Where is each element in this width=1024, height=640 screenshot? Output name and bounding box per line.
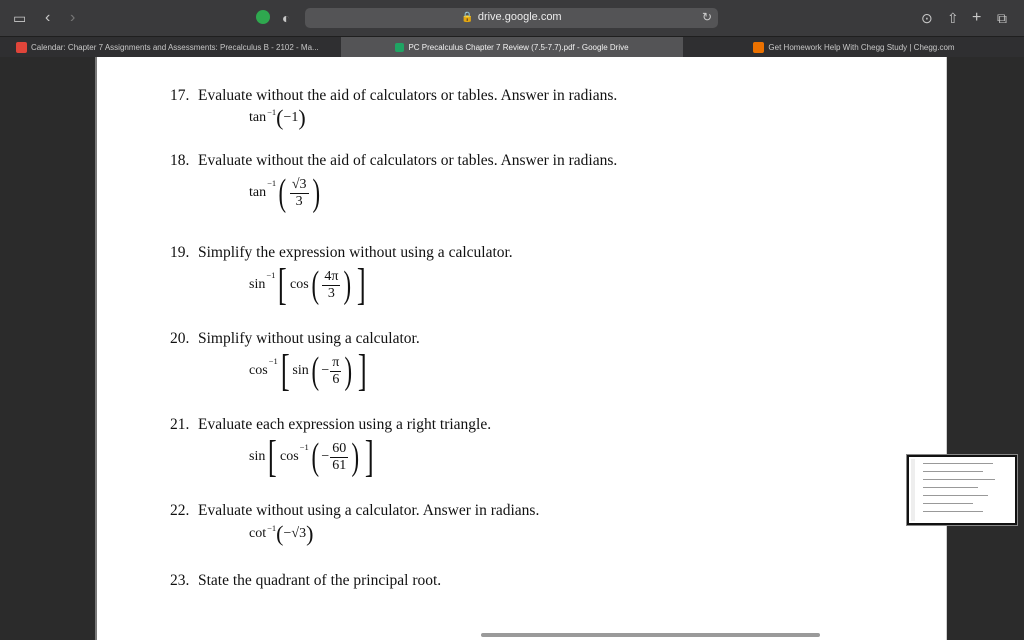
question-19 xyxy=(170,244,513,262)
expression-18: $\tan^{-1}$( $\frac{√3}{3}$ ) xyxy=(249,172,320,214)
download-icon[interactable]: ⊙ xyxy=(921,10,933,26)
chegg-favicon-icon xyxy=(753,42,764,53)
tab-chegg[interactable] xyxy=(684,37,1024,58)
inverse-exponent: −1 xyxy=(266,270,276,280)
question-number: 20. xyxy=(170,330,190,347)
question-22 xyxy=(170,502,539,520)
forward-icon[interactable]: › xyxy=(70,9,76,26)
page-edge xyxy=(946,57,947,640)
question-text: Simplify the expression without using a calculator. xyxy=(198,244,513,261)
page-thumbnail[interactable] xyxy=(907,455,1017,525)
tab-bar xyxy=(0,36,1024,58)
function-name: cos xyxy=(280,449,299,464)
expression-20: $\cos^{-1}$[ sin( − $\frac{\pi}{6}$ ) ] xyxy=(249,346,367,395)
sign: − xyxy=(321,449,330,464)
question-17 xyxy=(170,87,617,105)
calendar-favicon-icon xyxy=(16,42,27,53)
horizontal-scrollbar[interactable] xyxy=(481,633,820,637)
shield-icon[interactable]: ◐ xyxy=(282,10,291,26)
thumbnail-line xyxy=(923,495,988,496)
browser-toolbar xyxy=(0,0,1024,36)
tab-calendar[interactable] xyxy=(0,37,340,58)
function-name: sin xyxy=(249,277,266,292)
tab-label: Calendar: Chapter 7 Assignments and Assessments: Precalculus B - 2102 - Ma... xyxy=(31,43,319,52)
url-text: drive.google.com xyxy=(477,11,562,23)
thumbnail-line xyxy=(923,471,983,472)
lock-icon: 🔒 xyxy=(461,12,474,23)
tab-label: PC Precalculus Chapter 7 Review (7.5-7.7).pdf - Google Drive xyxy=(408,43,629,52)
function-name: tan xyxy=(249,185,267,200)
question-number: 18. xyxy=(170,152,190,169)
fraction: $\frac{60}{61}$ xyxy=(332,440,347,473)
tab-google-drive[interactable] xyxy=(341,37,683,58)
argument: −1 xyxy=(283,110,299,126)
function-name: tan xyxy=(249,110,267,126)
function-name: cot xyxy=(249,526,267,542)
function-name: sin xyxy=(292,363,309,378)
thumbnail-line xyxy=(923,511,983,512)
fraction: $\frac{4\pi}{3}$ xyxy=(324,268,339,301)
question-20 xyxy=(170,330,420,348)
question-21 xyxy=(170,416,491,434)
page-edge xyxy=(95,57,97,640)
function-name: cos xyxy=(290,277,309,292)
expression-19: $\sin^{-1}$[ cos( $\frac{4\pi}{3}$ ) ] xyxy=(249,260,366,309)
grammarly-icon[interactable] xyxy=(256,10,270,24)
back-icon[interactable]: ‹ xyxy=(45,9,51,26)
fraction: $\frac{√3}{3}$ xyxy=(291,176,307,209)
new-tab-icon[interactable]: + xyxy=(972,9,982,26)
question-number: 19. xyxy=(170,244,190,261)
function-name: sin xyxy=(249,449,266,464)
question-text: Evaluate without the aid of calculators or tables. Answer in radians. xyxy=(198,152,618,169)
question-text: Evaluate each expression using a right triangle. xyxy=(198,416,492,433)
pdf-page xyxy=(95,57,947,640)
thumbnail-line xyxy=(923,463,993,464)
inverse-exponent: −1 xyxy=(267,178,277,188)
question-text: State the quadrant of the principal root. xyxy=(198,572,442,589)
expression-17: $\tan^{-1}(-1)$ xyxy=(249,105,306,130)
sign: − xyxy=(321,363,330,378)
question-text: Simplify without using a calculator. xyxy=(198,330,420,347)
question-number: 22. xyxy=(170,502,190,519)
question-number: 21. xyxy=(170,416,190,433)
question-text: Evaluate without using a calculator. Answer in radians. xyxy=(198,502,540,519)
thumbnail-marker xyxy=(911,459,915,521)
drive-favicon-icon xyxy=(395,43,404,52)
inverse-exponent: −1 xyxy=(267,107,277,118)
sidebar-icon[interactable]: ▭ xyxy=(13,10,27,26)
expression-22: $\cot^{-1}(-√3)$ xyxy=(249,521,314,546)
inverse-exponent: −1 xyxy=(299,442,309,452)
question-text: Evaluate without the aid of calculators or tables. Answer in radians. xyxy=(198,87,618,104)
address-bar[interactable] xyxy=(305,8,718,28)
inverse-exponent: −1 xyxy=(267,523,277,534)
question-23 xyxy=(170,572,441,590)
fraction: $\frac{\pi}{6}$ xyxy=(332,354,340,387)
share-icon[interactable]: ⇧ xyxy=(947,10,959,26)
pdf-viewer[interactable] xyxy=(0,57,1024,640)
thumbnail-line xyxy=(923,503,973,504)
inverse-exponent: −1 xyxy=(268,356,278,366)
thumbnail-line xyxy=(923,479,995,480)
argument: −√3 xyxy=(283,526,307,542)
question-number: 17. xyxy=(170,87,190,104)
reload-icon[interactable]: ↻ xyxy=(701,10,712,24)
function-name: cos xyxy=(249,363,268,378)
question-18 xyxy=(170,152,617,170)
tab-overview-icon[interactable]: ⧉ xyxy=(997,10,1007,26)
tab-label: Get Homework Help With Chegg Study | Chegg.com xyxy=(768,43,955,52)
expression-21: sin[ $\cos^{-1}$( − $\frac{60}{61}$ ) ] xyxy=(249,432,374,481)
thumbnail-line xyxy=(923,487,978,488)
question-number: 23. xyxy=(170,572,190,589)
